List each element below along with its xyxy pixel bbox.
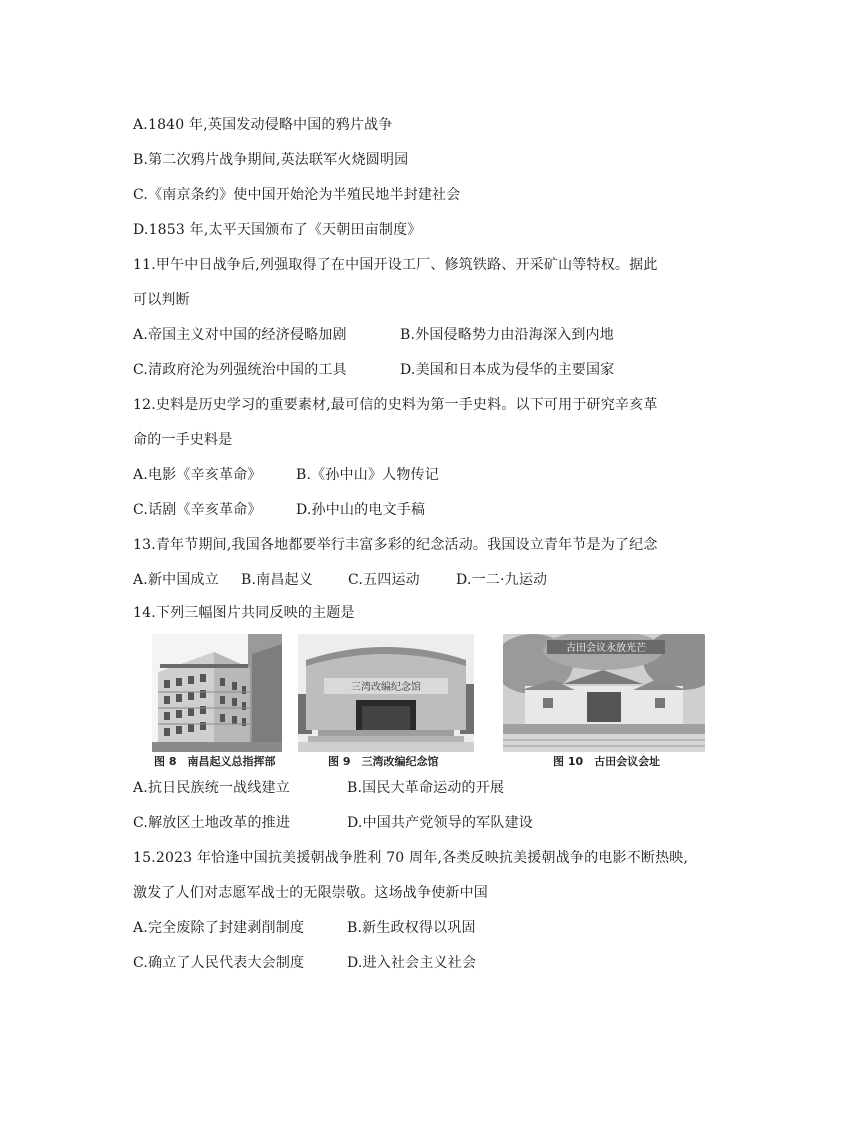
q15-option-b: B.新生政权得以巩固 (347, 920, 476, 936)
q15-stem-line1: 15.2023 年恰逢中国抗美援朝战争胜利 70 周年,各类反映抗美援朝战争的电影不断热映, (133, 850, 689, 866)
fig8-caption: 图 8 南昌起义总指挥部 (154, 755, 276, 768)
q15-option-a: A.完全废除了封建剥削制度 (133, 920, 305, 936)
q13-stem: 13.青年节期间,我国各地都要举行丰富多彩的纪念活动。我国设立青年节是为了纪念 (133, 537, 658, 553)
q11-stem-line2: 可以判断 (133, 292, 190, 308)
q15-stem-line2: 激发了人们对志愿军战士的无限崇敬。这场战争使新中国 (133, 885, 488, 901)
q12-option-a: A.电影《辛亥革命》 (133, 467, 262, 483)
q14-stem: 14.下列三幅图片共同反映的主题是 (133, 605, 355, 621)
q11-stem-line1: 11.甲午中日战争后,列强取得了在中国开设工厂、修筑铁路、开采矿山等特权。据此 (133, 257, 658, 273)
q10-option-c: C.《南京条约》使中国开始沦为半殖民地半封建社会 (133, 187, 461, 203)
q13-option-b: B.南昌起义 (241, 572, 313, 588)
q14-option-c: C.解放区土地改革的推进 (133, 815, 291, 831)
q13-option-c: C.五四运动 (348, 572, 420, 588)
q10-option-a: A.1840 年,英国发动侵略中国的鸦片战争 (133, 117, 393, 133)
q11-option-b: B.外国侵略势力由沿海深入到内地 (400, 327, 614, 343)
q12-stem-line2: 命的一手史料是 (133, 432, 233, 448)
fig9-caption: 图 9 三湾改编纪念馆 (328, 755, 439, 768)
q11-option-a: A.帝国主义对中国的经济侵略加剧 (133, 327, 347, 343)
fig10-photo (503, 634, 705, 752)
fig9-photo (298, 634, 474, 752)
q11-option-c: C.清政府沦为列强统治中国的工具 (133, 362, 347, 378)
q12-stem-line1: 12.史料是历史学习的重要素材,最可信的史料为第一手史料。以下可用于研究辛亥革 (133, 397, 658, 413)
q12-option-d: D.孙中山的电文手稿 (296, 502, 426, 518)
q10-option-b: B.第二次鸦片战争期间,英法联军火烧圆明园 (133, 152, 409, 168)
q10-option-d: D.1853 年,太平天国颁布了《天朝田亩制度》 (133, 222, 422, 238)
fig8-photo (152, 634, 282, 752)
q15-option-d: D.进入社会主义社会 (347, 955, 477, 971)
fig8-building-illustration (152, 634, 282, 752)
q14-option-d: D.中国共产党领导的军队建设 (347, 815, 533, 831)
fig10-site-illustration (503, 634, 705, 752)
q15-option-c: C.确立了人民代表大会制度 (133, 955, 305, 971)
q11-option-d: D.美国和日本成为侵华的主要国家 (400, 362, 615, 378)
q13-option-a: A.新中国成立 (133, 572, 219, 588)
q13-option-d: D.一二·九运动 (456, 572, 548, 588)
q14-option-b: B.国民大革命运动的开展 (347, 780, 505, 796)
q14-option-a: A.抗日民族统一战线建立 (133, 780, 290, 796)
fig10-caption: 图 10 古田会议会址 (553, 755, 661, 768)
q12-option-b: B.《孙中山》人物传记 (296, 467, 439, 483)
fig9-memorial-illustration (298, 634, 474, 752)
fig9-sign-text: 三湾改编纪念馆 (351, 682, 421, 693)
fig10-sign-text: 古田会议永放光芒 (566, 643, 646, 654)
q12-option-c: C.话剧《辛亥革命》 (133, 502, 262, 518)
